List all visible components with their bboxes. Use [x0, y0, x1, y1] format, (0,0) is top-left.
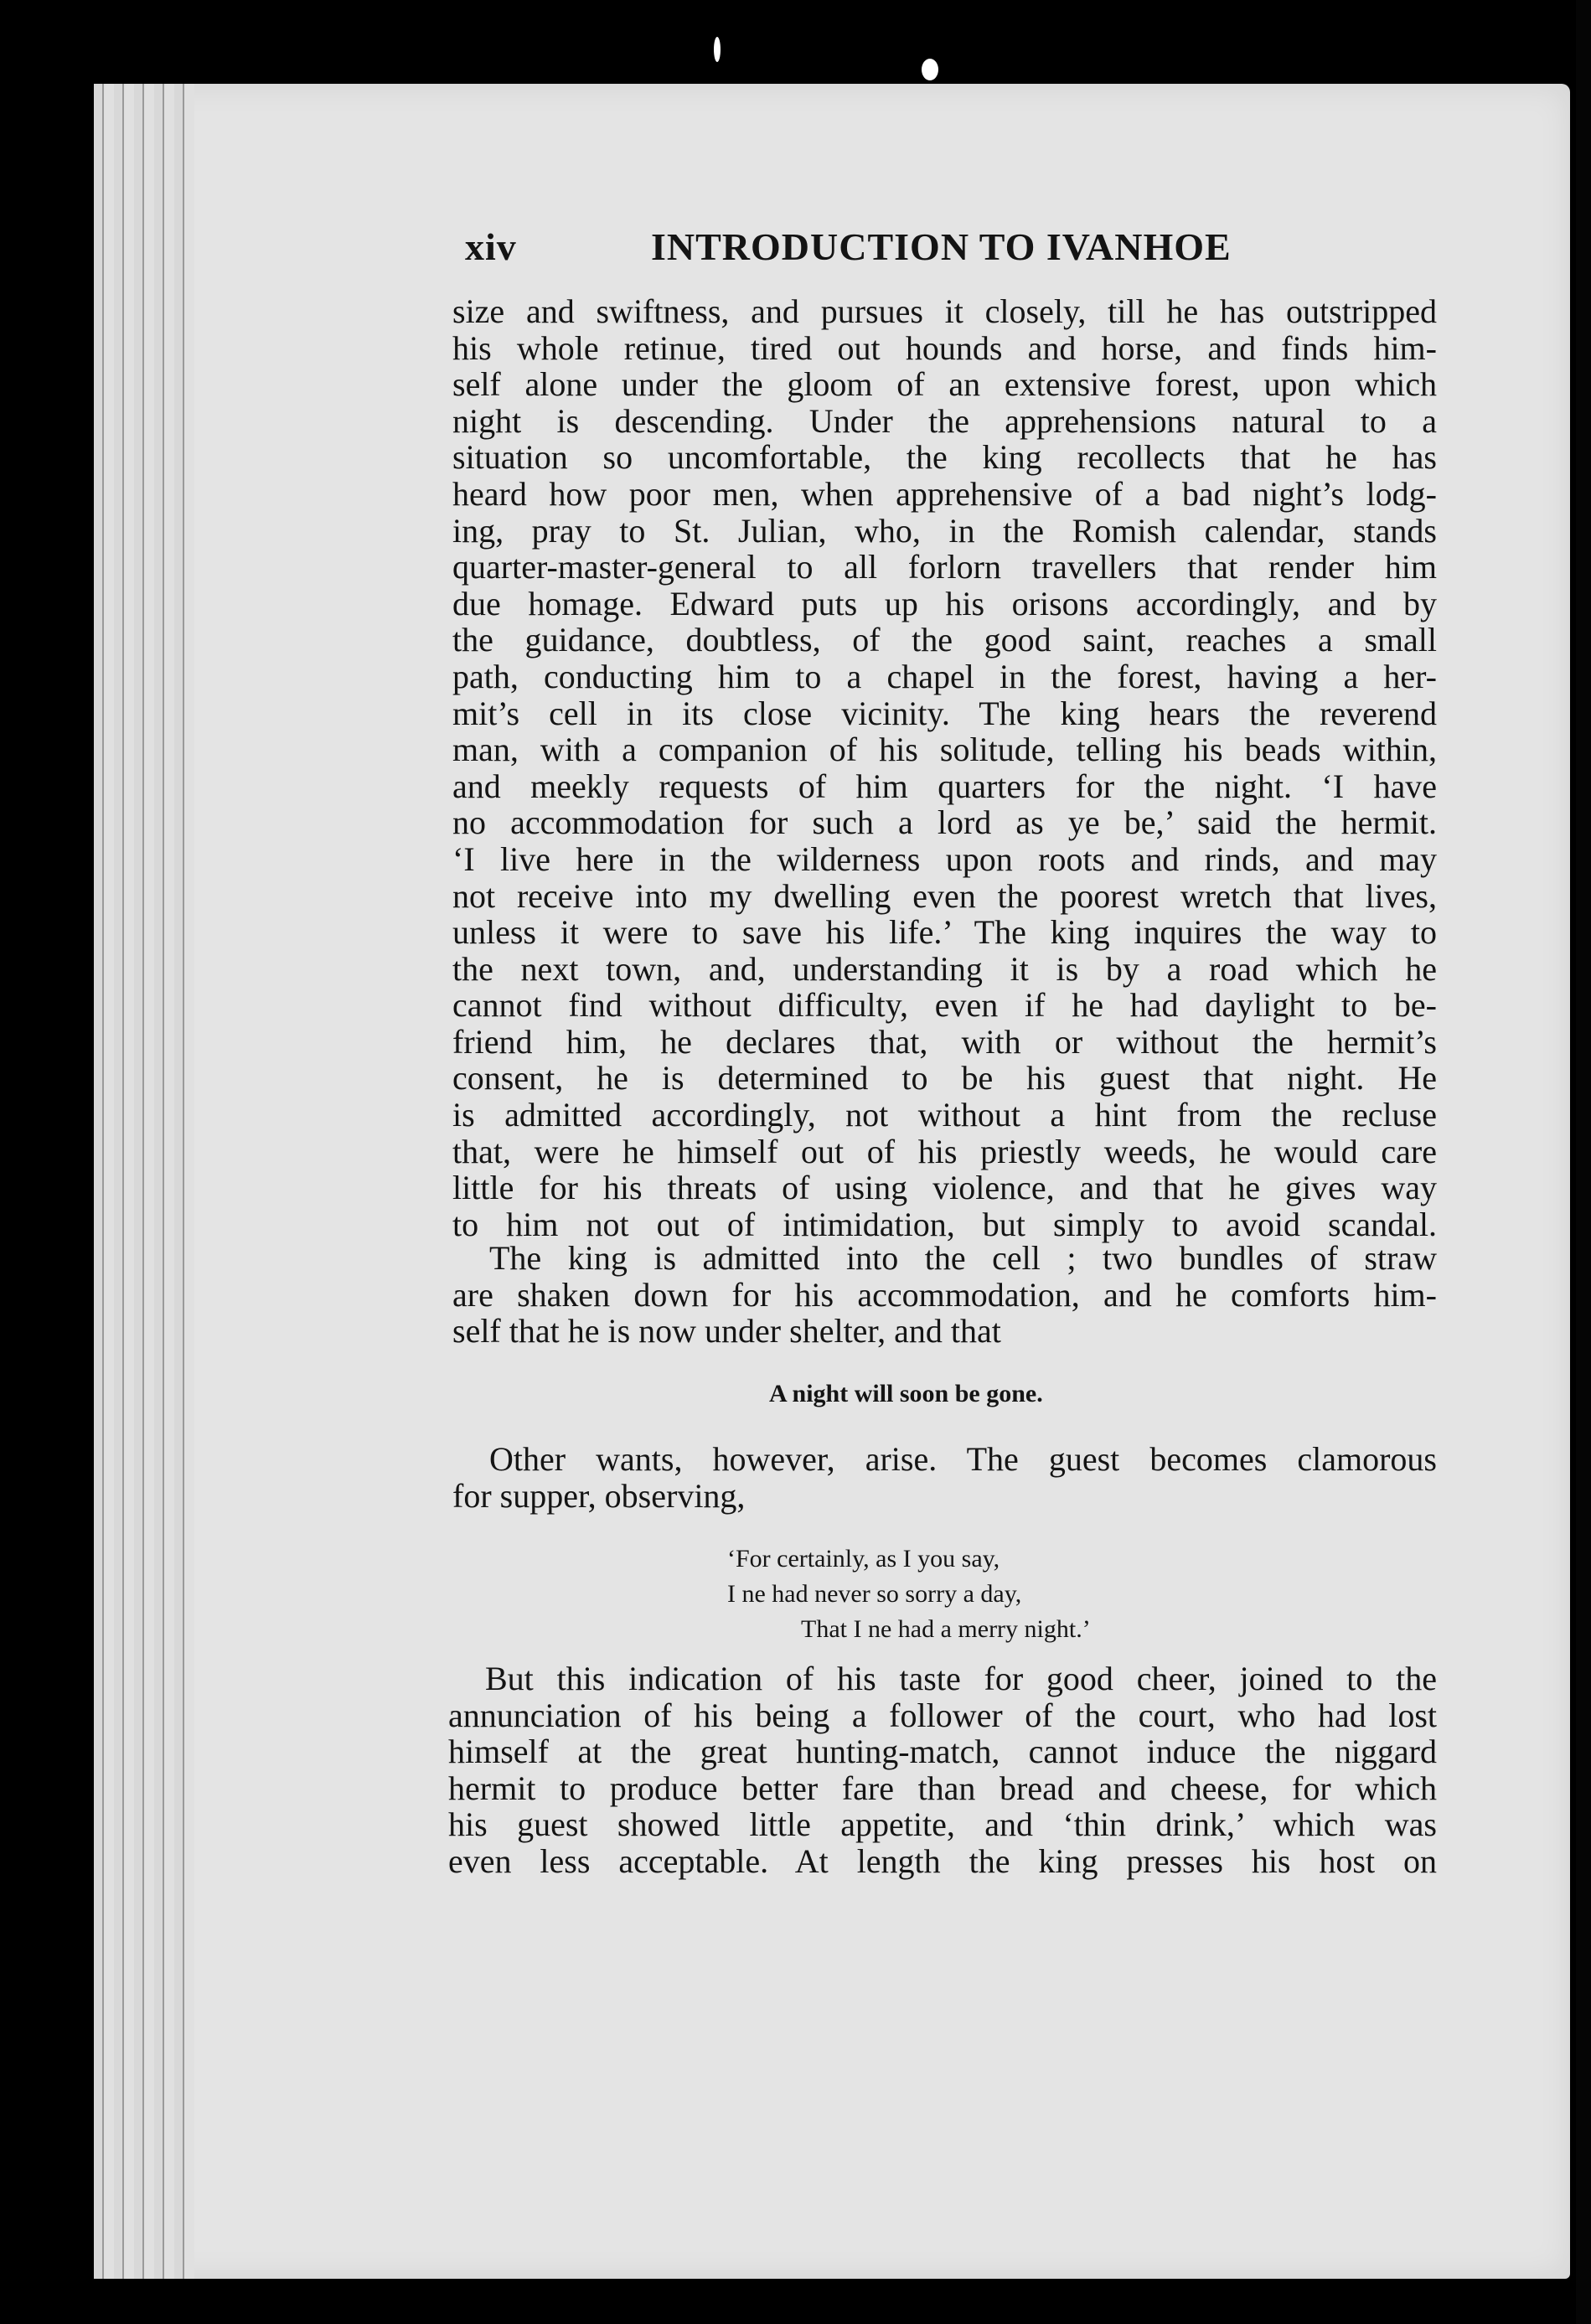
paragraph-3 — [452, 1441, 1437, 1514]
verse-line: I ne had never so sorry a day, — [727, 1580, 1022, 1608]
text-line: self alone under the gloom of an extensive forest, upon which — [452, 365, 1437, 404]
text-line: for supper, observing, — [452, 1476, 746, 1515]
text-line: consent, he is determined to be his guest that night. He — [452, 1059, 1437, 1097]
running-head — [465, 225, 1261, 283]
running-title: INTRODUCTION TO IVANHOE — [651, 225, 1232, 268]
text-line: that, were he himself out of his priestly weeds, he would care — [452, 1132, 1437, 1170]
paragraph-4-text — [448, 1660, 1437, 1880]
paragraph-3-text — [452, 1441, 1437, 1514]
text-line: and meekly requests of him quarters for the night. ‘I have — [452, 767, 1437, 805]
verse-quote-1: A night will soon be gone. — [769, 1380, 1043, 1407]
text-line: due homage. Edward puts up his orisons accordingly, and by — [452, 584, 1437, 622]
text-line: his whole retinue, tired out hounds and horse, and finds him- — [452, 328, 1437, 367]
paragraph-1-text — [452, 293, 1437, 1242]
page-binding-edge — [94, 84, 194, 2279]
text-line: to him not out of intimidation, but simply to avoid scandal. — [452, 1205, 1437, 1243]
text-line: is admitted accordingly, not without a hint from the recluse — [452, 1096, 1437, 1134]
paragraph-1 — [452, 293, 1437, 1242]
page-number: xiv — [465, 225, 517, 268]
text-line: ‘I live here in the wilderness upon roots and rinds, and may — [452, 839, 1437, 878]
paragraph-2 — [452, 1240, 1437, 1350]
text-line: the guidance, doubtless, of the good saint, reaches a small — [452, 621, 1437, 659]
text-line: But this indication of his taste for good cheer, joined to the — [485, 1660, 1437, 1697]
text-line: even less acceptable. At length the king presses his host on — [448, 1841, 1437, 1880]
verse-line: ‘For certainly, as I you say, — [727, 1545, 1000, 1573]
text-line: unless it were to save his life.’ The king inquires the way to — [452, 913, 1437, 952]
text-line: little for his threats of using violence, and that he gives way — [452, 1169, 1437, 1207]
scan-speck — [714, 37, 721, 62]
text-line: night is descending. Under the apprehensions natural to a — [452, 401, 1437, 440]
paragraph-4 — [448, 1660, 1437, 1880]
text-line: cannot find without difficulty, even if he had daylight to be- — [452, 986, 1437, 1025]
text-line: not receive into my dwelling even the poorest wretch that lives, — [452, 876, 1437, 915]
verse-quote-2 — [727, 1542, 1091, 1647]
text-line: path, conducting him to a chapel in the forest, having a her- — [452, 657, 1437, 695]
text-line: are shaken down for his accommodation, and he comforts him- — [452, 1275, 1437, 1314]
text-line: himself at the great hunting-match, cannot induce the niggard — [448, 1733, 1437, 1771]
text-line: self that he is now under shelter, and that — [452, 1312, 1001, 1351]
text-line: the next town, and, understanding it is by a road which he — [452, 949, 1437, 988]
text-line: mit’s cell in its close vicinity. The king hears the reverend — [452, 694, 1437, 732]
scan-speck — [922, 59, 938, 80]
paragraph-2-text — [452, 1240, 1437, 1350]
text-line: situation so uncomfortable, the king recollects that he has — [452, 438, 1437, 477]
text-line: The king is admitted into the cell ; two bundles of straw — [489, 1239, 1437, 1277]
verse-line: That I ne had a merry night.’ — [801, 1615, 1091, 1643]
text-line: size and swiftness, and pursues it closely, till he has outstripped — [452, 292, 1437, 330]
text-line: heard how poor men, when apprehensive of a bad night’s lodg- — [452, 474, 1437, 513]
scan-frame-edge — [1576, 0, 1591, 2324]
text-line: ing, pray to St. Julian, who, in the Romish calendar, stands — [452, 511, 1437, 550]
text-line: man, with a companion of his solitude, telling his beads within, — [452, 731, 1437, 769]
text-line: his guest showed little appetite, and ‘thin drink,’ which was — [448, 1805, 1437, 1844]
text-line: Other wants, however, arise. The guest becomes clamorous — [489, 1440, 1437, 1478]
text-line: hermit to produce better fare than bread and cheese, for which — [448, 1769, 1437, 1807]
text-line: no accommodation for such a lord as ye be,’ said the hermit. — [452, 803, 1437, 842]
text-line: friend him, he declares that, with or without the hermit’s — [452, 1022, 1437, 1061]
text-line: annunciation of his being a follower of the court, who had lost — [448, 1696, 1437, 1734]
text-line: quarter-master-general to all forlorn travellers that render him — [452, 548, 1437, 586]
